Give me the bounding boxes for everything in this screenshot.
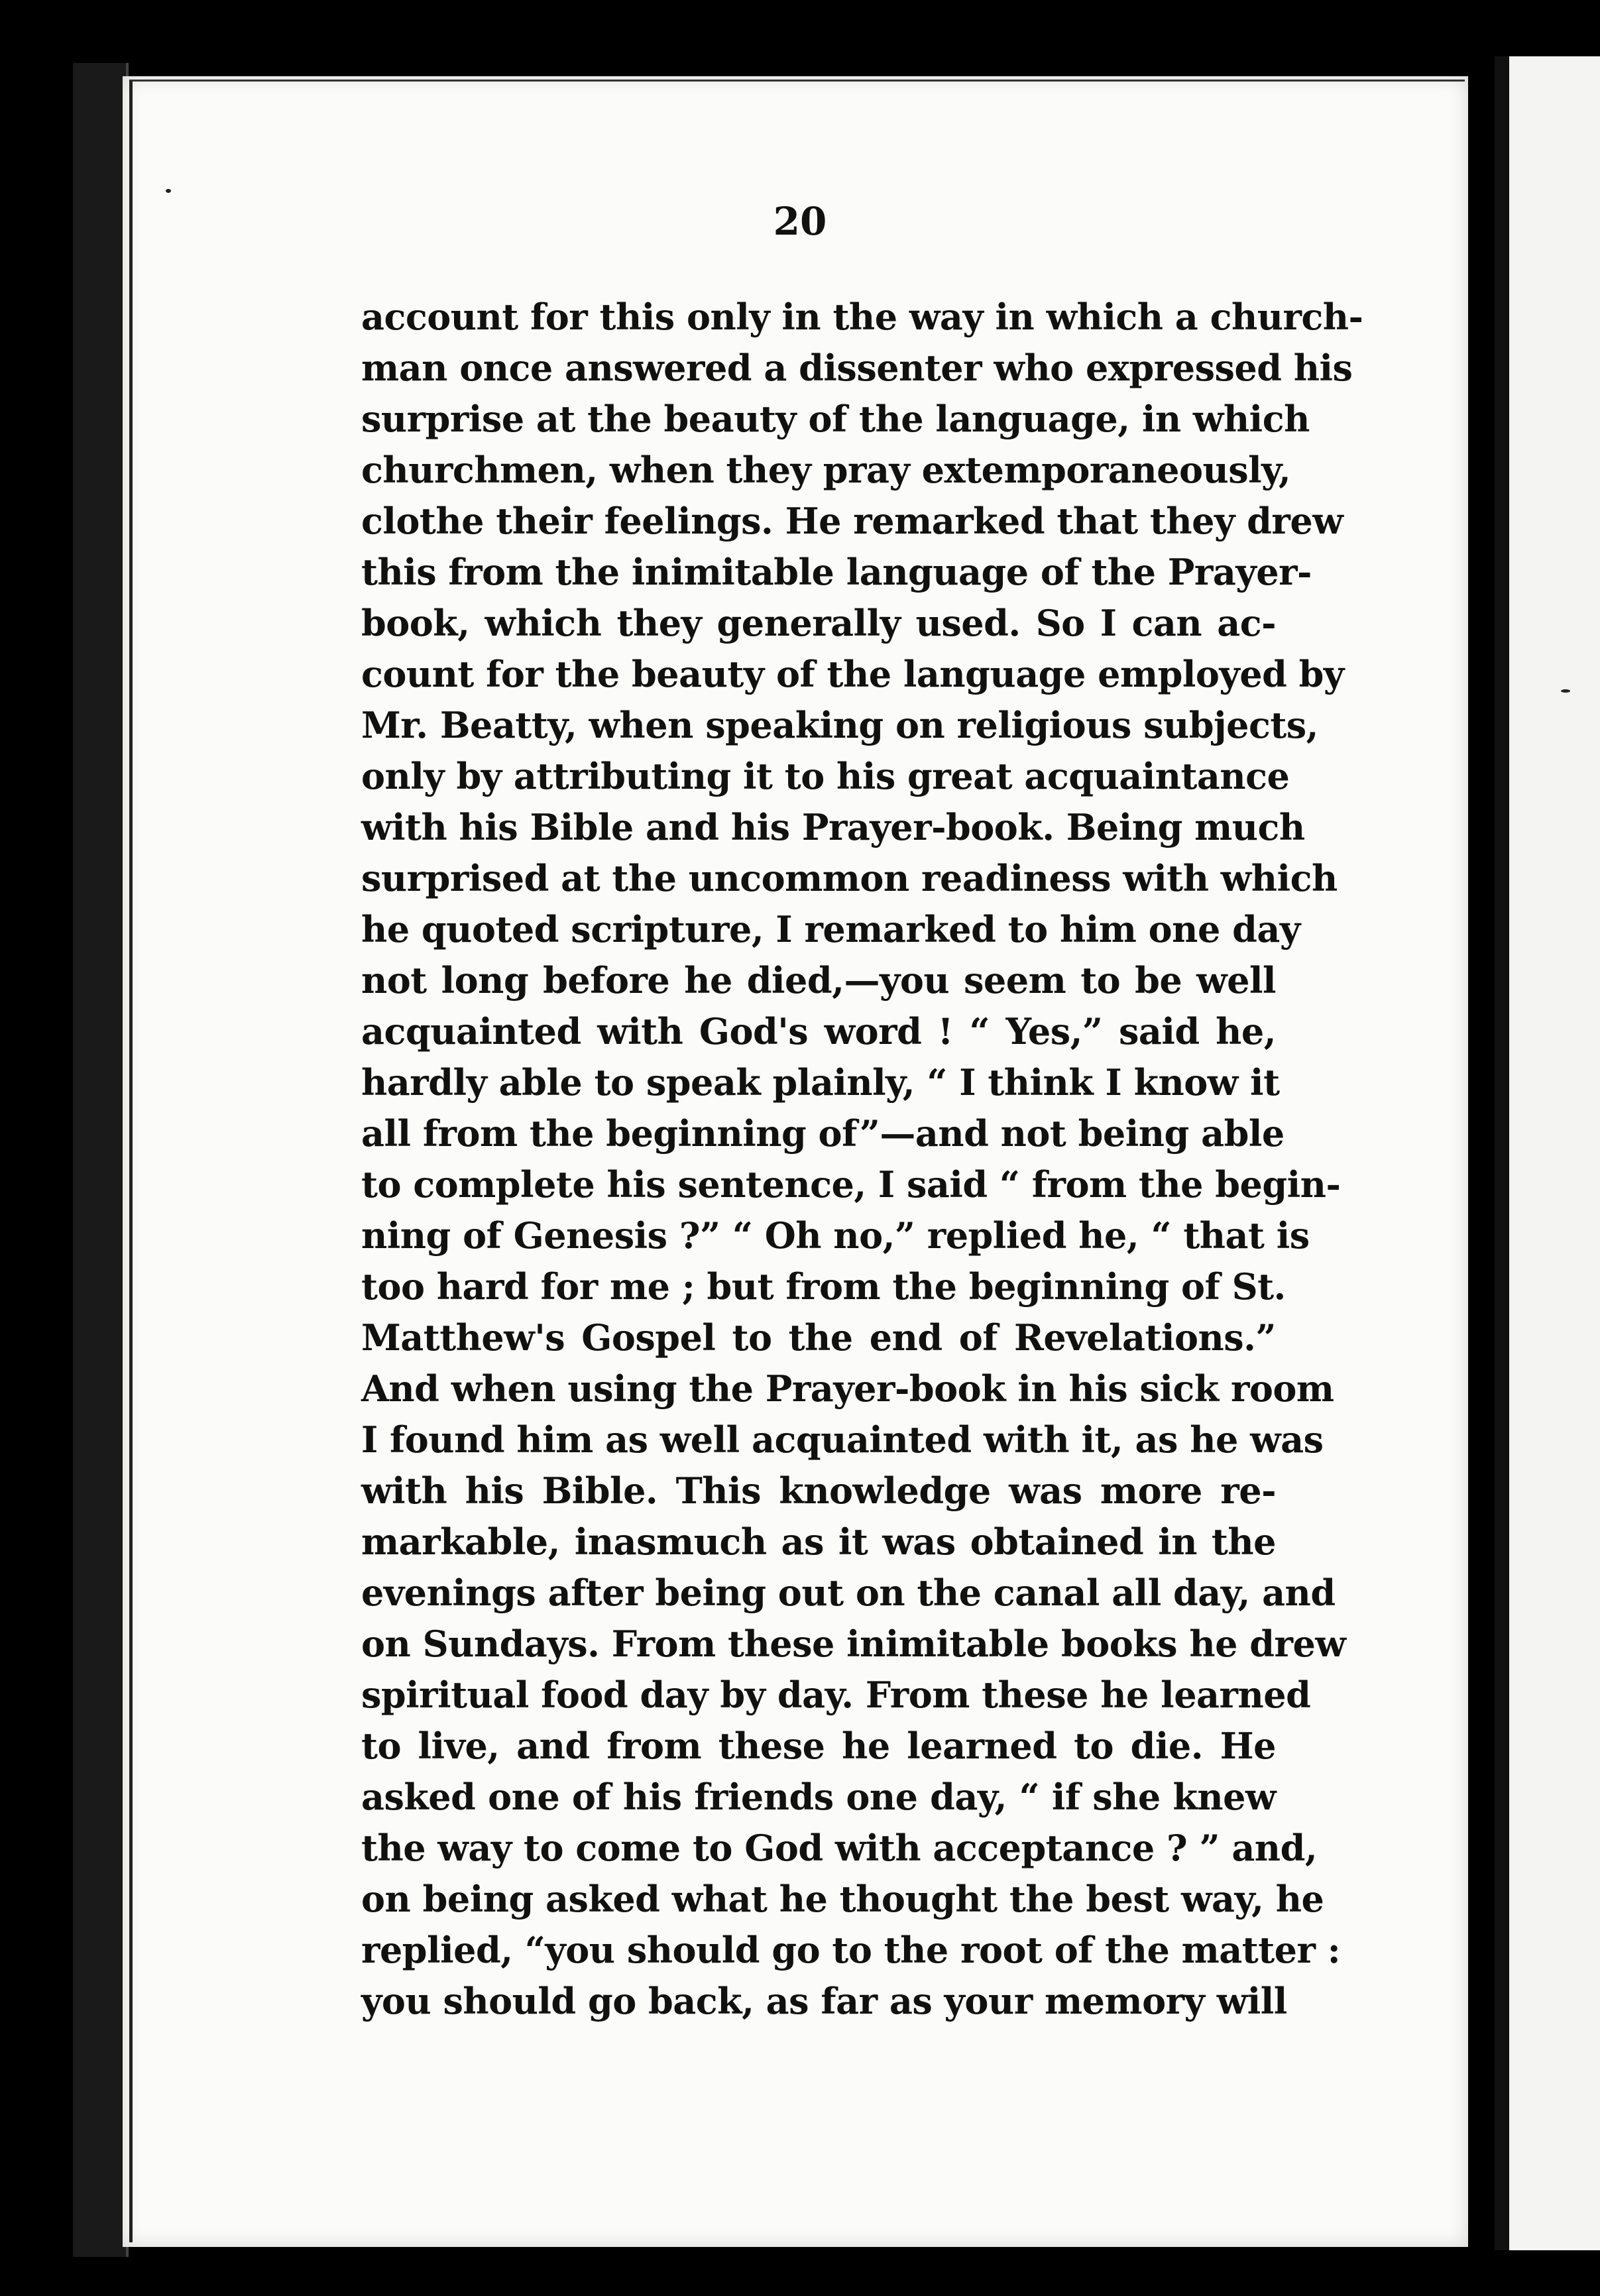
text-line: asked one of his friends one day, “ if she knew <box>361 1776 1276 1818</box>
text-line: And when using the Prayer-book in his sick room <box>361 1367 1334 1410</box>
text-line: markable, inasmuch as it was obtained in the <box>361 1521 1276 1563</box>
text-line: to live, and from these he learned to die. He <box>361 1725 1276 1767</box>
text-line: hardly able to speak plainly, “ I think I know it <box>361 1061 1280 1104</box>
facing-page-edge <box>1495 56 1600 2250</box>
text-line: count for the beauty of the language employed by <box>361 653 1344 695</box>
text-line: the way to come to God with acceptance ? ” and, <box>361 1827 1318 1869</box>
text-line: all from the beginning of”—and not being able <box>361 1112 1285 1155</box>
ink-speck <box>166 189 171 193</box>
text-line: with his Bible and his Prayer-book. Being much <box>361 806 1305 848</box>
text-line: Matthew's Gospel to the end of Revelations.” <box>361 1316 1276 1359</box>
text-line: replied, “you should go to the root of the matter : <box>361 1929 1341 1971</box>
text-line: evenings after being out on the canal all day, and <box>361 1572 1336 1614</box>
text-line: you should go back, as far as your memory will <box>361 1980 1287 2022</box>
text-line: man once answered a dissenter who expressed his <box>361 347 1353 389</box>
text-line: I found him as well acquainted with it, as he was <box>361 1418 1324 1461</box>
text-line: he quoted scripture, I remarked to him one day <box>361 908 1300 950</box>
text-line: only by attributing it to his great acquaintance <box>361 755 1290 797</box>
text-line: not long before he died,—you seem to be well <box>361 959 1276 1002</box>
text-line: clothe their feelings. He remarked that they drew <box>361 500 1343 542</box>
text-line: surprised at the uncommon readiness with which <box>361 857 1338 899</box>
text-line: spiritual food day by day. From these he learned <box>361 1674 1311 1716</box>
text-line: surprise at the beauty of the language, in which <box>361 398 1310 440</box>
text-line: on Sundays. From these inimitable books he drew <box>361 1623 1346 1665</box>
text-line: book, which they generally used. So I can ac- <box>361 602 1276 644</box>
ink-speck <box>1561 689 1570 693</box>
body-text <box>361 292 1363 2027</box>
page-number: 20 <box>773 199 827 244</box>
text-line: churchmen, when they pray extemporaneously, <box>361 449 1291 491</box>
text-line: ning of Genesis ?” “ Oh no,” replied he, “ that is <box>361 1214 1310 1257</box>
book-binding-edge <box>73 63 129 2257</box>
text-line: Mr. Beatty, when speaking on religious subjects, <box>361 704 1318 746</box>
text-line: with his Bible. This knowledge was more re- <box>361 1469 1276 1512</box>
text-line: to complete his sentence, I said “ from the begin- <box>361 1163 1341 1206</box>
text-line: this from the inimitable language of the Prayer- <box>361 551 1312 593</box>
text-line: acquainted with God's word ! “ Yes,” said he, <box>361 1010 1276 1053</box>
text-line: too hard for me ; but from the beginning of St. <box>361 1265 1286 1308</box>
text-line: on being asked what he thought the best way, he <box>361 1878 1324 1920</box>
text-line: account for this only in the way in which a church- <box>361 296 1363 338</box>
